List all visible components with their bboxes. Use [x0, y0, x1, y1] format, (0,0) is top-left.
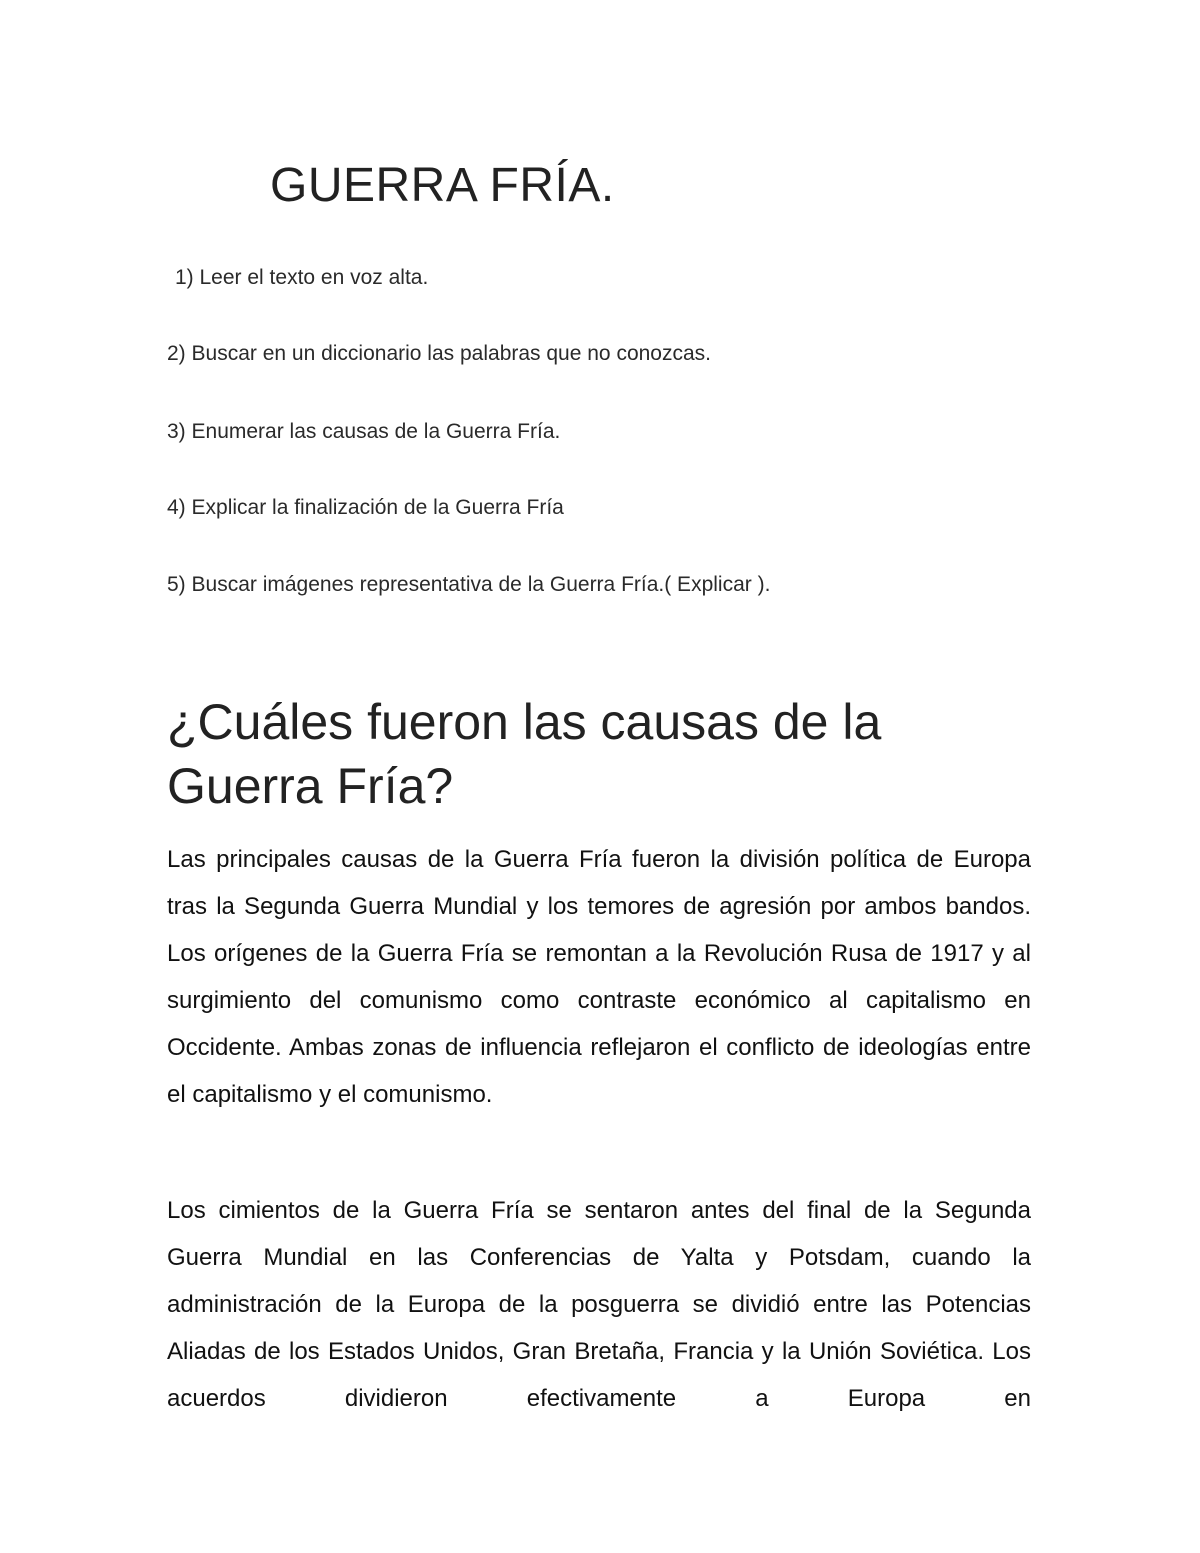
- task-item: 2) Buscar en un diccionario las palabras que no conozcas.: [167, 342, 711, 365]
- task-item: 3) Enumerar las causas de la Guerra Fría.: [167, 420, 561, 443]
- body-paragraph: Las principales causas de la Guerra Fría fueron la división política de Europa tras la Segunda Guerra Mundial y los temores de agresión por ambos bandos. Los orígenes de la Guerra Fría se remontan a la Revolución Rusa de 1917 y al surgimiento del comunismo como contraste económico al capitalismo en Occidente. Ambas zonas de influencia reflejaron el conflicto de ideologías entre el capitalismo y el comunismo.: [167, 846, 1031, 1108]
- body-paragraph: Los cimientos de la Guerra Fría se sentaron antes del final de la Segunda Guerra Mundial en las Conferencias de Yalta y Potsdam, cuando la administración de la Europa de la posguerra se dividió entre las Potencias Aliadas de los Estados Unidos, Gran Bretaña, Francia y la Unión Soviética. Los acuerdos dividieron efectivamente a Europa en: [167, 1197, 1031, 1412]
- task-item: 4) Explicar la finalización de la Guerra Fría: [167, 496, 564, 519]
- document-title: GUERRA FRÍA.: [270, 159, 615, 212]
- task-item: 1) Leer el texto en voz alta.: [175, 266, 429, 289]
- task-item: 5) Buscar imágenes representativa de la Guerra Fría.( Explicar ).: [167, 573, 771, 596]
- section-heading: ¿Cuáles fueron las causas de la Guerra Fría?: [167, 694, 882, 814]
